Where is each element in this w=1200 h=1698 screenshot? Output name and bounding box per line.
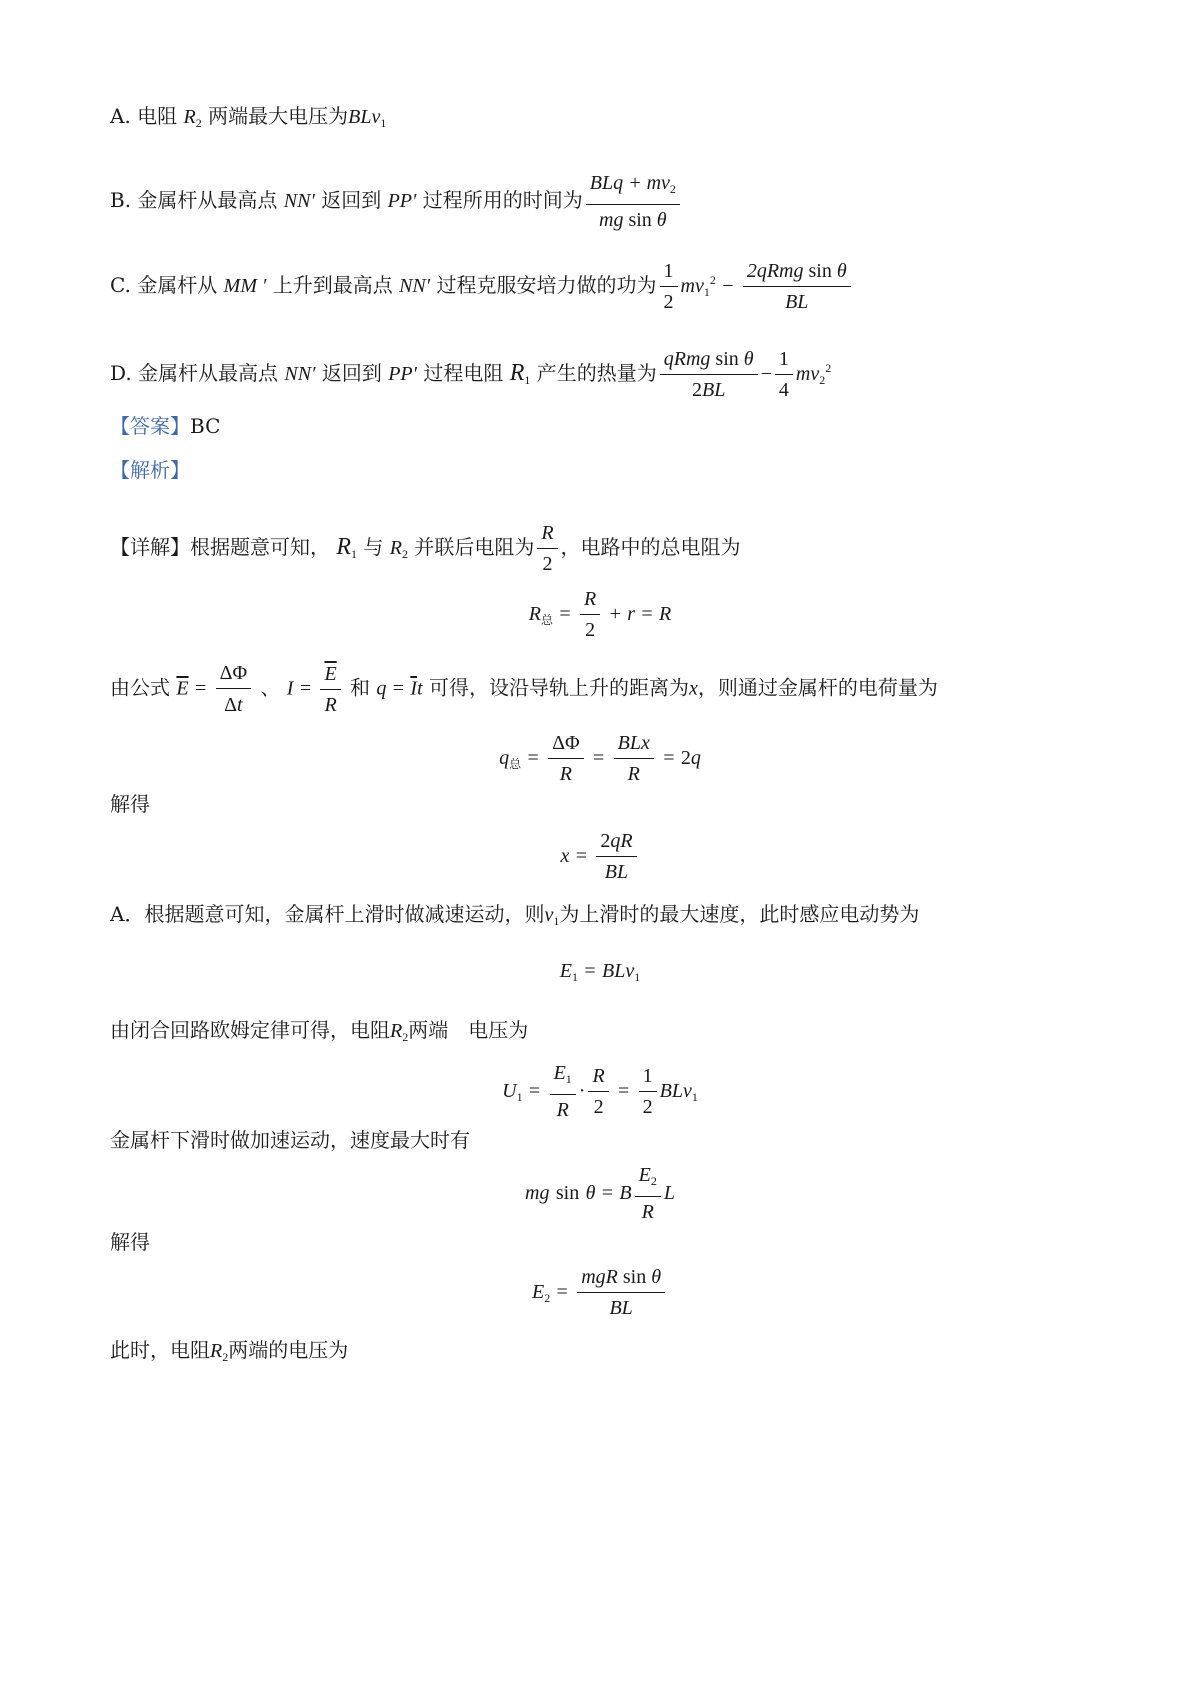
eq-e1: $E_1 = BLv_1$ (559, 960, 641, 984)
solve-1: 解得 (110, 792, 150, 816)
solve-2: 解得 (110, 1230, 150, 1254)
answer-value: BC (190, 414, 221, 438)
eq-u1: $U_1$ = $\frac{E_1}{R}$ · $\frac{R}{2}$ = $\frac{1}{2}$ BLv$_1$ (502, 1062, 698, 1121)
option-b-label: B. (110, 188, 132, 212)
work-fraction: $\frac{\text{2qRmg sin θ}}{BL}$ (743, 258, 851, 315)
option-c-label: C. (110, 273, 131, 297)
down-line: 金属杆下滑时做加速运动，速度最大时有 (110, 1128, 470, 1152)
eq-charge: $q_总$ = $\frac{\Delta\Phi}{R}$ = $\frac{\text{BLx}}{R}$ = 2q (499, 732, 701, 785)
eq-distance: x = $\frac{2qR}{BL}$ (0, 828, 1200, 885)
option-d-text: 金属杆从最高点 (138, 361, 279, 385)
eq-balance: mg sin θ = B $\frac{E_2}{R}$ L (525, 1164, 675, 1223)
option-d-text3: 过程电阻 (423, 361, 504, 385)
option-d-label: D. (110, 361, 132, 385)
analysis-line (110, 456, 190, 484)
time-fraction: $\frac{BLq + mv_2}{\text{mg sin θ}}$ (586, 170, 680, 233)
detail-tag: 【详解】 (110, 535, 190, 559)
option-d: D. 金属杆从最高点 NN′ 返回到 PP′ 过程电阻 $R_1$ 产生的热量为 $\frac{\text{qRmg sin θ}}{2BL}$ − $\frac{1}{4}$ $mv_2^2$ (110, 348, 832, 401)
option-b-text2: 返回到 (321, 188, 382, 212)
eq-total-resistance: $R_总$ = $\frac{R}{2}$ + r = R (528, 588, 672, 641)
option-d-text4: 产生的热量为 (536, 361, 657, 385)
option-a: A. 电阻 $R_2$ 两端最大电压为BLv$_1$ (110, 104, 387, 130)
option-b: B. 金属杆从最高点 NN′ 返回到 PP′ 过程所用的时间为 $\frac{BLq + mv_2}{\text{mg sin θ}}$ (110, 170, 683, 233)
analysis-tag: 【解析】 (110, 458, 190, 482)
now-line: 此时，电阻$R_2$两端的电压为 (110, 1338, 349, 1364)
option-c-text2: 上升到最高点 (272, 273, 393, 297)
answer-line (110, 412, 220, 440)
option-b-text: 金属杆从最高点 (137, 188, 278, 212)
answer-tag: 【答案】 (110, 414, 190, 438)
option-b-text3: 过程所用的时间为 (422, 188, 583, 212)
option-a-text2: 两端最大电压为 (208, 104, 349, 128)
detail-intro: 【详解】根据题意可知， $R_1$ 与 $R_2$ 并联后电阻为 $\frac{R}{2}$ ，电路中的总电阻为 (110, 522, 741, 575)
option-a-text: 电阻 (137, 104, 178, 128)
option-c-text: 金属杆从 (137, 273, 218, 297)
option-d-text2: 返回到 (321, 361, 382, 385)
option-c-text3: 过程克服安培力做的功为 (436, 273, 657, 297)
heat-fraction: $\frac{\text{qRmg sin θ}}{2BL}$ (660, 346, 758, 403)
option-a-label: A. (110, 104, 131, 128)
eq-e2: $E_2$ = $\frac{\text{mgR sin θ}}{BL}$ (0, 1264, 1200, 1321)
formula-line: 由公式 $\overline{E}$ = $\frac{\Delta\Phi}{\Delta t}$ 、 I = $\frac{\overline{E}}{R}$ 和 $q = \overline{I}t$ 可得，设沿导轨上升的距离为x，则通过金属杆的电荷量为 (110, 662, 938, 716)
analysis-a: A．根据题意可知，金属杆上滑时做减速运动，则$v_1$为上滑时的最大速度，此时感应电动势为 (110, 902, 920, 928)
option-c: C. 金属杆从 MM ′ 上升到最高点 NN′ 过程克服安培力做的功为 $\frac{1}{2}$ $mv_1^2$ − $\frac{\text{2qRmg sin θ}}{BL}$ (110, 258, 854, 315)
ohm-line: 由闭合回路欧姆定律可得，电阻$R_2$两端 电压为 (110, 1018, 529, 1044)
